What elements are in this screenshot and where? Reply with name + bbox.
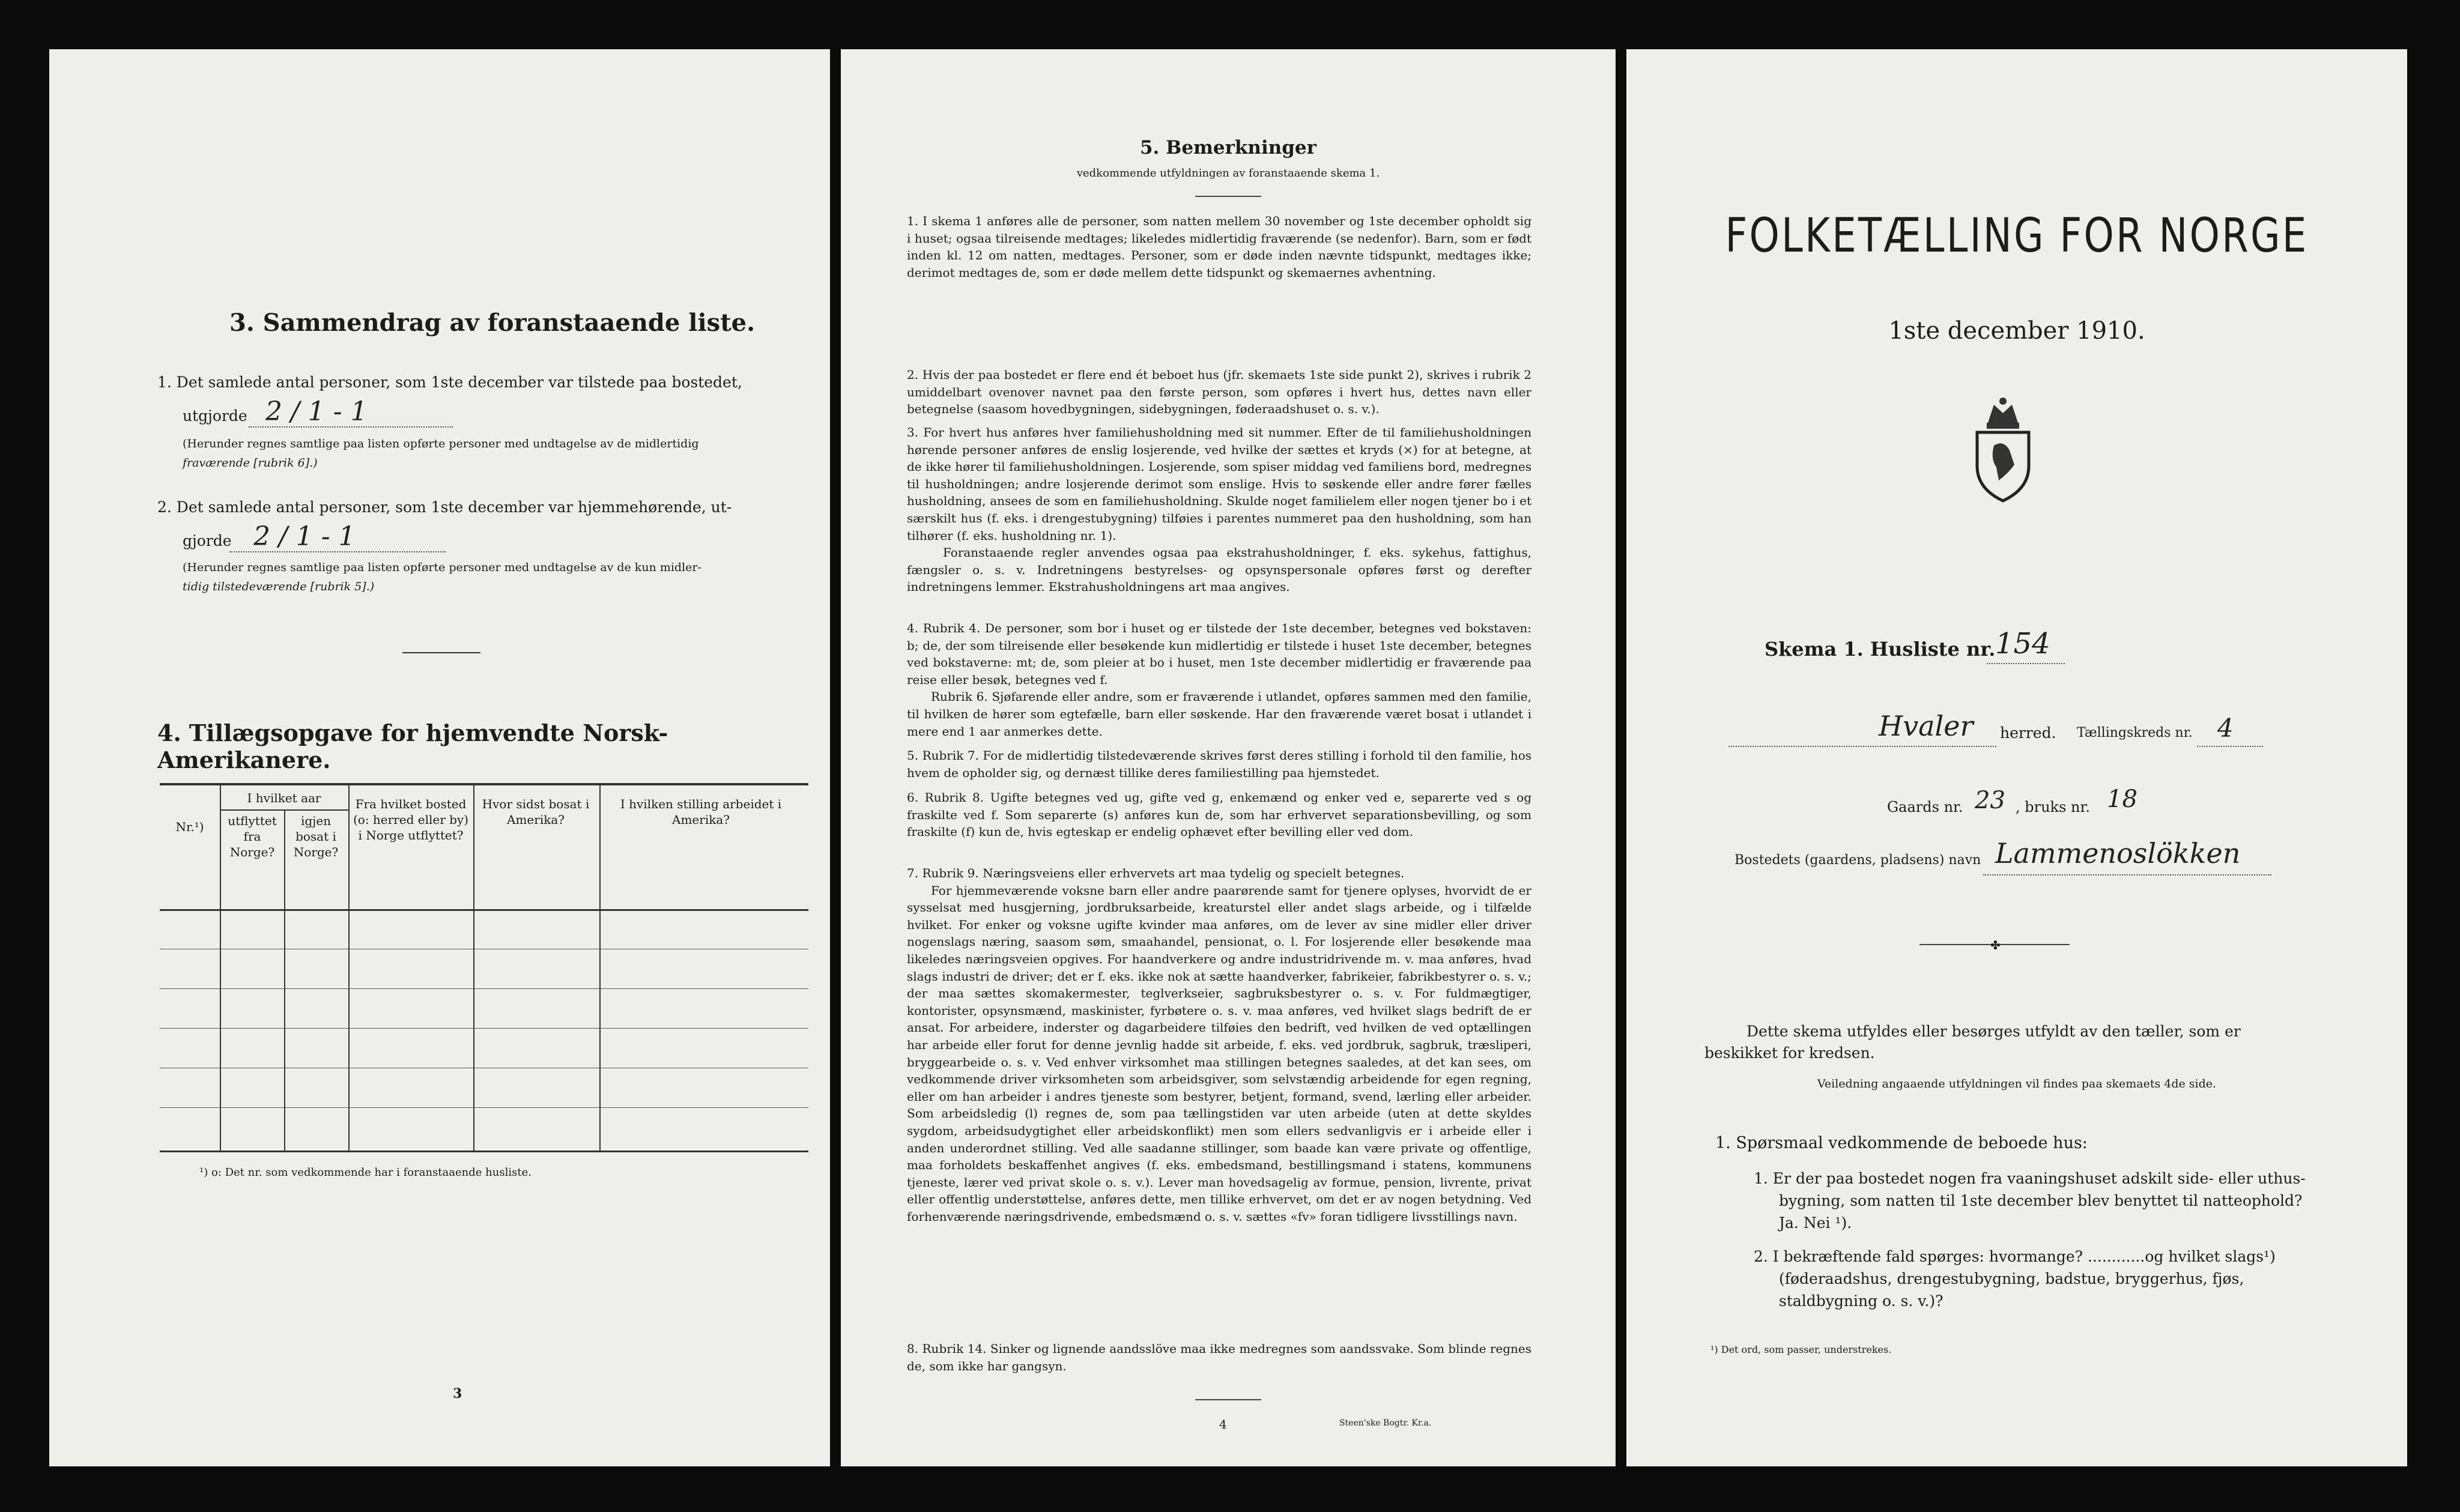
right-page [1626,49,2407,1466]
remark-text: For hvert hus anføres hver familiehusholdning med sit nummer. Efter de til familiehusholdningen hørende personer anføres de enslig losjerende, ved hvilke der sættes et kryds (×) for at betegne, at de ikke hører til familiehusholdningen. Losjerende, som spiser middag ved familiens bord, medregnes til husholdningen; andre losjerende derimot som enslige. Hvis to søskende eller andre fører fælles husholdning, ansees de som en familiehusholdning. Skulde noget familielem eller nogen tjener bo i et særskilt hus (f. eks. i drengestubygning) tilføies i parentes nummeret paa den husholdning, som han tilhører (f. eks. husholdning nr. 1). [907,425,1531,543]
remark-text: Rubrik 9. Næringsveiens eller erhvervets art maa tydelig og specielt betegnes. [922,866,1405,880]
remark-number: 3. [907,425,919,440]
remark-5 [907,747,1531,781]
remark-8 [907,1340,1531,1374]
question-2: 2. I bekræftende fald spørges: hvormange? ............og hvilket slags¹) (føderaadshus, drengestubygning, badstue, bryggerhus, fjøs, staldbygning o. s. v.)? [1754,1248,2276,1310]
table-top-rule [160,783,808,785]
table-row [160,1107,808,1108]
husliste-nr-value: 154 [1995,627,2050,661]
ornament-icon: ✤ [1990,938,2001,952]
remark-text: Rubrik 14. Sinker og lignende aandsslöve maa ikke medregnes som aandssvake. Som blinde regnes de, som ikke har gangsyn. [907,1341,1531,1373]
middle-page [841,49,1616,1466]
printer-mark: Steen'ske Bogtr. Kr.a. [1339,1418,1432,1428]
vline-4 [473,784,474,1151]
page-number-left: 3 [453,1386,462,1402]
table-header-rule [160,909,808,911]
right-footnote: ¹) Det ord, som passer, understrekes. [1710,1344,1892,1355]
taellingskreds-dotted-line [2197,746,2263,747]
remark-extra: Rubrik 6. Sjøfarende eller andre, som er fraværende i utlandet, opføres sammen med den familie, til hvilken de hører som egtefælle, barn eller søskende. Har den fraværende været bosat i utlandet i mere end 1 aar anmerkes dette. [907,689,1531,739]
q2-handwritten-value: 2 / 1 - 1 [253,521,356,552]
vline-5 [599,784,601,1151]
col-group-header: I hvilket aar [247,791,321,805]
herred-value: Hvaler [1879,710,1974,742]
q2-utgjorde-label: gjorde [183,532,232,549]
census-date: 1ste december 1910. [1888,317,2145,345]
q1-dotted-line [249,426,453,428]
remark-extra: For hjemmeværende voksne barn eller andre paarørende samt for tjenere oplyses, hvorvidt de er sysselsat med husgjerning, jordbruksarbeide, kreaturstel eller andet slags arbeide, og i tilfælde hvilket. For enker og voksne ugifte kvinder maa anføres, om de lever av sine midler eller driver nogenslags næring, saasom søm, smaahandel, pensionat, o. l. For losjerende eller besøkende maa likeledes næringsveien opgives. For haandverkere og andre industridrivende m. v. maa anføres, hvad slags industri de driver; det er f. eks. ikke nok at sætte haandverker, fabrikeier, fabrikbestyrer o. s. v.; der maa sættes skomakermester, teglverkseier, sagbruksbestyrer o. s. v. For fuldmægtiger, kontorister, opsynsmænd, maskinister, fyrbøtere o. s. v. maa anføres, ved hvilket slags bedrift de er ansat. For arbeidere, inderster og dagarbeidere tilføies den bedrift, ved hvilken de ved optællingen har arbeide eller forut for denne jevnlig hadde sit arbeide, f. eks. ved jordbruk, sagbruk, træsliperi, bryggearbeide o. s. v. Ved enhver virksomhet maa stillingen betegnes saaledes, at det kan sees, om vedkommende driver virksomheten som arbeidsgiver, som selvstændig arbeidende for egen regning, eller om han arbeider i andres tjeneste som bestyrer, betjent, formand, svend, lærling eller arbeider. Som arbeidsledig (l) regnes de, som paa tællingstiden var uten arbeide (uten at dette skyldes sygdom, arbeidsudygtighet eller arbeidskonflikt) men som ellers sedvanligvis er i arbeide eller i anden underordnet stilling. Ved alle saadanne stillinger, som baade kan være private og offentlige, maa forholdets beskaffenhet angives (f. eks. embedsmand, bestillingsmand i statens, kommunens tjeneste, lærer ved privat skole o. s. v.). Lever man hovedsagelig av formue, pension, livrente, privat eller offentlig understøttelse, anføres dette, men tillike erhvervet, om det er av nogen betydning. Ved forhenværende næringsdrivende, embedsmænd o. s. v. sættes «fv» foran tidligere livsstillings navn. [907,883,1531,1224]
herred-label: herred. [2000,724,2056,742]
q1-note-2: fraværende [rubrik 6].) [183,456,318,470]
norsk-amerikanere-table [160,783,808,1155]
taellingskreds-value: 4 [2217,713,2234,743]
table-row [160,988,808,989]
remark-number: 4. [907,621,919,635]
remark-text: Hvis der paa bostedet er flere end ét beboet hus (jfr. skemaets 1ste side punkt 2), skrives i rubrik 2 umiddelbart ovenover navnet paa den første person, som opføres i hvert hus, dettes navn eller betegnelse (saasom hovedbygningen, sidebygningen, føderaadshuset o. s. v.). [907,367,1532,417]
herred-dotted-line [1728,746,1996,747]
q1-line: 1. Det samlede antal personer, som 1ste december var tilstede paa bostedet, [157,373,742,391]
husliste-dotted-line [1987,663,2065,664]
remark-4 [907,620,1531,740]
skema-label: Skema 1. Husliste nr. [1765,638,1996,661]
vline-3 [348,784,350,1151]
title-divider [1195,196,1261,197]
remark-text: I skema 1 anføres alle de personer, som natten mellem 30 november og 1ste december opholdt sig i huset; ogsaa tilreisende medtages; likeledes midlertidig fraværende (se nedenfor). Barn, som er født inden kl. 12 om natten, medtages. Personer, som er døde inden nævnte tidspunkt, medtages ikke; derimot medtages de, som er døde mellem dette tidspunkt og skemaernes avhentning. [907,214,1532,280]
remark-number: 8. [907,1341,919,1356]
remark-extra: Foranstaaende regler anvendes ogsaa paa ekstrahusholdninger, f. eks. sykehus, fattighus, fængsler o. s. v. Indretningens bestyrelses- og opsynspersonale opføres først og derefter indretningens lemmer. Ekstrahusholdningens art maa angives. [907,545,1531,594]
col-igjen-header: igjen bosat i Norge? [293,814,339,859]
info-paragraph: Dette skema utfyldes eller besørges utfyldt av den tæller, som er beskikket for kredsen. [1704,1023,2241,1062]
remark-text: Rubrik 4. De personer, som bor i huset og er tilstede der 1ste december, betegnes ved bokstaven: b; de, der som tilreisende eller besøkende kun midlertidig er tilstede i huset 1ste december, betegnes ved bokstaverne: mt; de, som pleier at bo i huset, men 1ste december midlertidig er fraværende paa reise eller besøk, betegnes ved f. [907,621,1531,687]
section-4-title: 4. Tillægsopgave for hjemvendte Norsk-Amerikanere. [157,719,668,773]
norwegian-coat-of-arms-icon [1970,393,2036,504]
bosted-dotted-line [1983,874,2271,875]
col-hvor-sidst-header: Hvor sidst bosat i Amerika? [482,797,590,827]
q1-note-1: (Herunder regnes samtlige paa listen opførte personer med undtagelse av de midlertidig [183,437,699,450]
remark-2 [907,366,1531,418]
bruks-label: , bruks nr. [2016,799,2090,815]
divider [402,652,480,653]
q2-note-1: (Herunder regnes samtlige paa listen opførte personer med undtagelse av de kun midler- [183,561,701,574]
bemerkninger-subtitle: vedkommende utfyldningen av foranstaaende skema 1. [1076,167,1380,180]
page-number-middle: 4 [1219,1417,1227,1432]
bruks-value: 18 [2107,785,2137,813]
vline-2 [284,809,285,1151]
q1-handwritten-value: 2 / 1 - 1 [265,396,368,427]
table-footnote: ¹) o: Det nr. som vedkommende har i foranstaaende husliste. [199,1166,532,1179]
bosted-label: Bostedets (gaardens, pladsens) navn [1734,853,1981,868]
col-utflyttet-header: utflyttet fra Norge? [228,814,277,859]
section-3-title: 3. Sammendrag av foranstaaende liste. [229,309,756,337]
gaards-label: Gaards nr. [1887,799,1963,815]
col-nr-header: Nr.¹) [175,820,204,834]
remark-text: Rubrik 8. Ugifte betegnes ved ug, gifte ved g, enkemænd og enker ved e, separerte ved s og fraskilte ved f. Som separerte (s) anføres kun de, som har erhvervet separationsbevilling, og som fraskilte (f) kun de, hvis egteskap er endelig ophævet efter bevilling eller ved dom. [907,790,1531,839]
remark-text: Rubrik 7. For de midlertidig tilstedeværende skrives først deres stilling i forhold til den familie, hos hvem de opholder sig, og dernæst tillike deres familiestilling paa hjemstedet. [907,748,1531,780]
q2-line: 2. Det samlede antal personer, som 1ste december var hjemmehørende, ut- [157,498,732,516]
remark-1 [907,213,1531,281]
q2-note-2: tidig tilstedeværende [rubrik 5].) [183,580,375,593]
end-divider [1195,1399,1261,1400]
questions-heading: 1. Spørsmaal vedkommende de beboede hus: [1715,1134,2088,1152]
remark-number: 6. [907,790,919,805]
remark-number: 1. [907,214,919,228]
remark-number: 7. [907,866,919,880]
bemerkninger-title: 5. Bemerkninger [1139,137,1316,159]
q2-dotted-line [229,551,446,552]
question-1: 1. Er der paa bostedet nogen fra vaaningshuset adskilt side- eller uthus-bygning, som natten til 1ste december blev benyttet til natteophold? Ja. Nei ¹). [1754,1170,2306,1232]
table-bottom-rule [160,1151,808,1152]
gaards-value: 23 [1975,787,2005,814]
q1-utgjorde-label: utgjorde [183,407,247,425]
col-fra-bosted-header: Fra hvilket bosted (o: herred eller by) i Norge utflyttet? [353,797,469,842]
vline-1 [220,784,221,1151]
remark-number: 5. [907,748,919,763]
remark-6 [907,789,1531,841]
col-stilling-header: I hvilken stilling arbeidet i Amerika? [620,797,782,827]
remark-number: 2. [907,367,919,382]
taellingskreds-label: Tællingskreds nr. [2077,725,2193,740]
table-row [160,1028,808,1029]
bosted-value: Lammenoslökken [1995,837,2241,869]
remark-3 [907,424,1531,596]
left-page [49,49,830,1466]
info-note: Veiledning angaaende utfyldningen vil findes paa skemaets 4de side. [1817,1077,2217,1090]
remark-7 [907,865,1531,1225]
main-title: FOLKETÆLLING FOR NORGE [1725,209,2309,263]
